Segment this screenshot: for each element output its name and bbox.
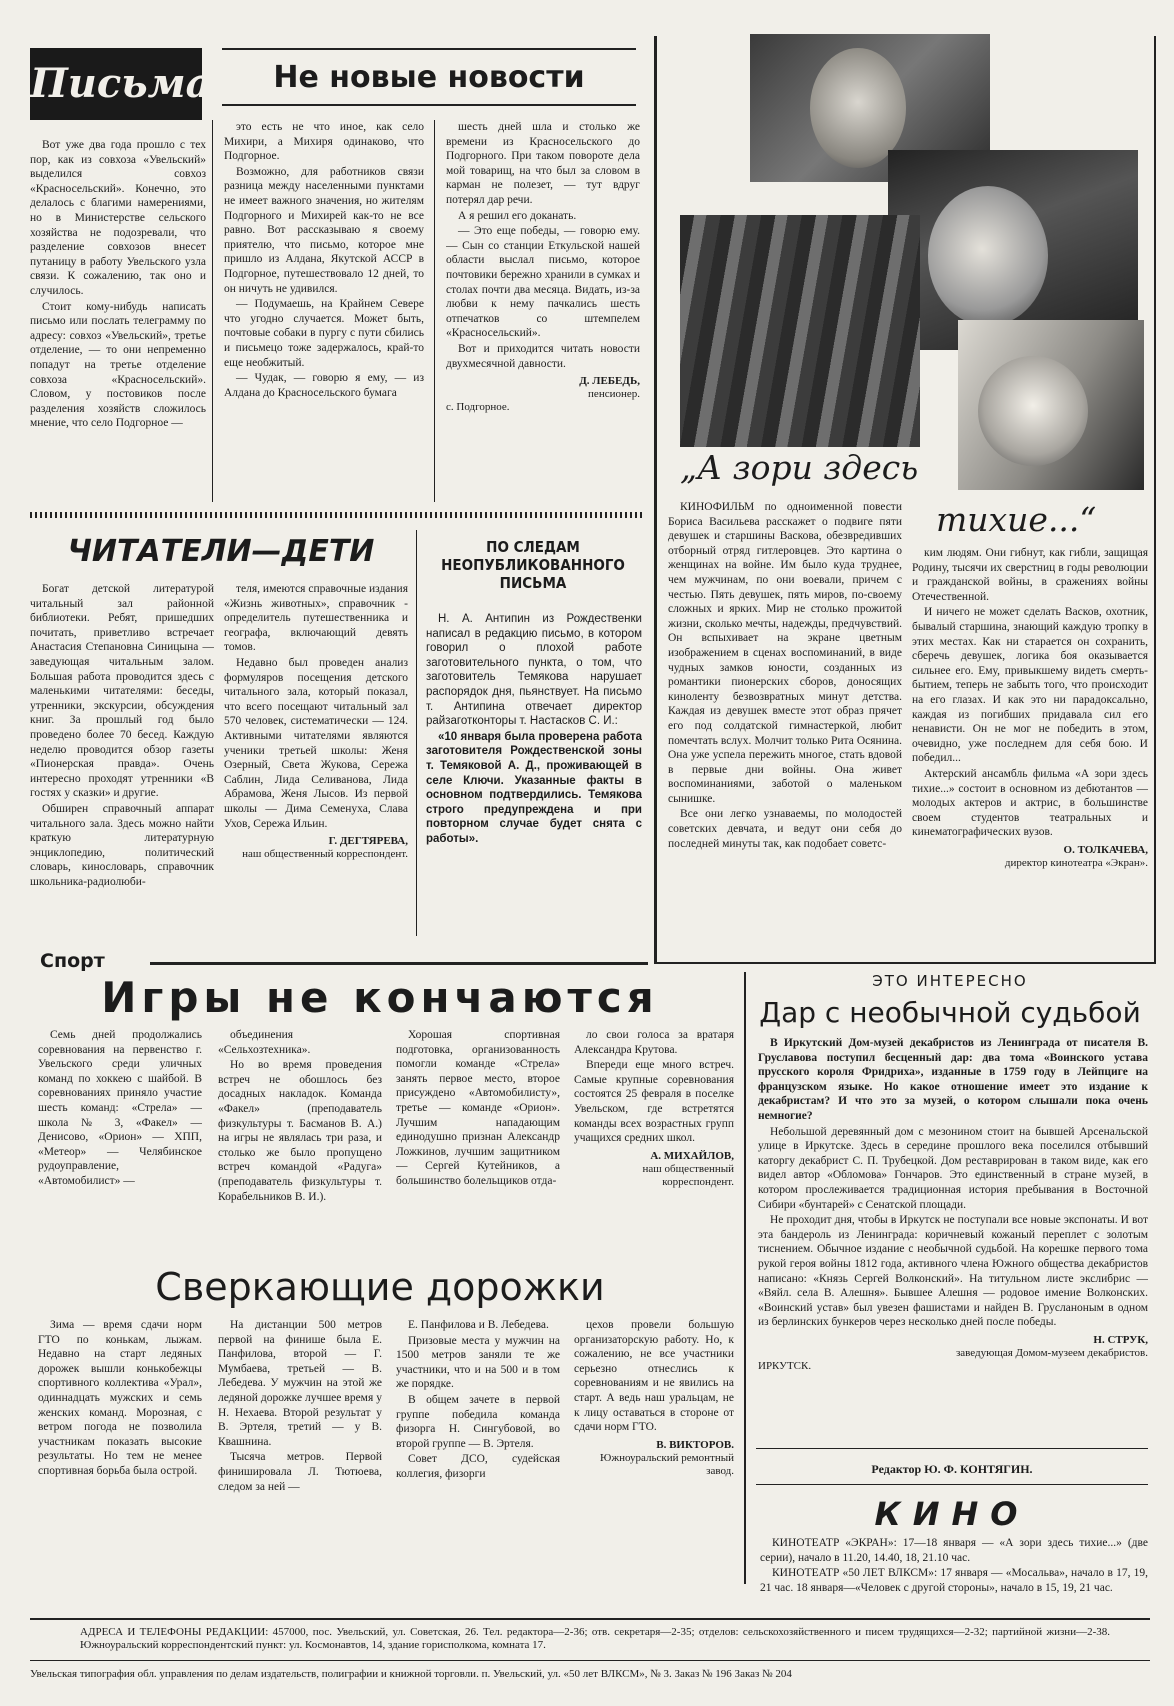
unpublished-quote: «10 января была проверена работа заготовителя Рождественской зоны т. Темяковой А. Д., проживающей в селе Ключи. Указанные факты в основном подтвердились. Темякова строго предупреждена и при повторном случае будет снята с работы». bbox=[426, 730, 642, 845]
readers-col2-p1: теля, имеются справочные издания «Жизнь животных», справочник - определитель путешественника и географа, включающий девять томов. bbox=[224, 583, 408, 654]
film-photo-woman-3 bbox=[958, 320, 1144, 490]
interest-rubric: ЭТО ИНТЕРЕСНО bbox=[872, 972, 1028, 990]
interest-p3: Не проходит дня, чтобы в Иркутск не поступали все новые экспонаты. И вот эта бандероль из Ленинграда: коричневый кожаный переплет с золотым тиснением. Обычное издание с необычной судьбой. На корешке первого тома рукой героя войны 1812 года, активного члена Южного общества декабристов написано: «Князь Сергей Волконский». На титульном листе экслибрис — «Вяйл. села В. Алешня». Бывшее Алешня — родовое имение Волконских. «Воинский устав» был увезен фашистами и найден В. Грусланоным в одном из берлинских бункеров через несколько дней после победы. bbox=[758, 1214, 1148, 1329]
readers-signature-role: наш общественный корреспондент. bbox=[242, 848, 408, 861]
film-col1-p1: КИНОФИЛЬМ по одноименной повести Бориса Васильева расскажет о подвиге пяти девушек и старшины Васкова, обезвредивших отборный отряд гитлеровцев. Это картина о женщинах на войне. Им было куда труднее, чем мужчинам, по они воевали, причем с честью. Пять девушек, пять миров, по-своему сложных и ярких. Мир не столько прожитой жизни, сколько мечты, надежды, предчувствий. Он вспыхивает на экране цветным изображением в сценах воспоминаний, в виде чудных замков юности, созданных из романтики пионерских сборов, доносящих киноленту безвозвратных минут детства. Каждая из девушек вместе этот образ прячет его под солдатской гимнастеркой, любит помечтать вслух. Молчит только Рита Осянина. Она уже успела пережить многое, стать вдовой в первые дни войны. Она живет воспоминаниями, заботой о маленьком сынишке. bbox=[668, 501, 902, 805]
film-right-border bbox=[1154, 36, 1156, 964]
sport-col4-p1: ло свои голоса за вратаря Александра Крутова. bbox=[574, 1029, 734, 1056]
kino-line-1: КИНОТЕАТР «ЭКРАН»: 17—18 января — «А зори здесь тихие...» (две серии), начало в 11.20, 14.40, 18, 21.10 час. bbox=[760, 1537, 1148, 1564]
letters-under-rule bbox=[222, 104, 636, 106]
sport-col2-p1: объединения «Сельхозтехника». bbox=[218, 1029, 311, 1056]
film-col2-p2: И ничего не может сделать Васков, охотник, бывалый старшина, знающий каждую тропку в этих местах. Как ни старается он сохранить, сберечь девушек, логика боя оказывается сильнее его. Ему, привыкшему видеть смерть-бытием, теперь не забыть того, что происходит на его глазах. И как это ни парадоксально, каждая из погибших придавала сил его ненависти. Он не мог не победить в этом, очевидно, уже последнем для себя бою. И победил... bbox=[912, 606, 1148, 765]
sport-signature: А. МИХАЙЛОВ, bbox=[650, 1149, 734, 1162]
section-divider-dotted bbox=[30, 512, 642, 518]
ski-signature-role: Южноуральский ремонтный завод. bbox=[600, 1451, 734, 1477]
readers-signature: Г. ДЕГТЯРЕВА, bbox=[328, 835, 408, 848]
sport-rule-top bbox=[150, 962, 648, 965]
readers-col-2 bbox=[224, 582, 408, 936]
film-bottom-rule bbox=[654, 962, 1156, 964]
readers-divider bbox=[416, 530, 417, 936]
sport-rubric: Спорт bbox=[40, 950, 105, 972]
letters-rubric-box bbox=[30, 48, 212, 120]
footer-address: АДРЕСА И ТЕЛЕФОНЫ РЕДАКЦИИ: 457000, пос. Увельский, ул. Советская, 26. Тел. редактора—2-36; отв. секретаря—2-35; отделов: сельскохозяйственного и писем трудящихся—2-32; партийной жизни—2-38. Южноуральский корреспондентский пункт: ул. Космонавтов, 14, здание горисполкома, комната 17. bbox=[80, 1626, 1110, 1651]
letters-col1-p1: Вот уже два года прошло с тех пор, как из совхоза «Увельский» выделился совхоз «Красносельский». Конечно, это делалось с благими намерениями, но в Министерстве сельского хозяйства не подозревали, что разделение совхозов внесет путаницу в работу Увельского узла связи. К сожалению, так оно и случилось. bbox=[30, 139, 206, 297]
letters-col-divider-1 bbox=[212, 120, 213, 502]
interest-body bbox=[758, 1036, 1148, 1396]
editor-rule-top bbox=[756, 1448, 1148, 1449]
editor-rule-bottom bbox=[756, 1484, 1148, 1485]
letters-col3-p4: Вот и приходится читать новости двухмесячной давности. bbox=[446, 342, 640, 370]
footer-rule-top bbox=[30, 1618, 1150, 1620]
sport-col3-p1: Хорошая спортивная подготовка, организованность помогли команде «Стрела» занять первое место, второе присуждено «Автомобилисту», третье — команде «Орион». Лучшим нападающим единодушно признан Александр Ложкинов, лучшим защитником — Сергей Кутейников, а большинство болельщиков отда- bbox=[396, 1029, 560, 1187]
film-left-border bbox=[654, 36, 657, 964]
interest-place: ИРКУТСК. bbox=[758, 1359, 812, 1372]
sport-col-4 bbox=[574, 1028, 734, 1258]
letters-col-3 bbox=[446, 120, 640, 502]
film-col1-p2: Все они легко узнаваемы, по молодостей советских девчата, и ведут они себя до последней минуты так, как подобает советс- bbox=[668, 808, 902, 850]
ski-col2-p1: На дистанции 500 метров первой на финише была Е. Панфилова, второй — Г. Мумбаева, третьей — В. Лебедева. У мужчин на этой же ледяной дорожке лучшее время у Н. Нехаева. Второй результат у В. Эртеля, третий — у В. Квашнина. bbox=[218, 1319, 382, 1448]
readers-col-1 bbox=[30, 582, 214, 936]
readers-headline: ЧИТАТЕЛИ—ДЕТИ bbox=[67, 534, 375, 569]
readers-col1-p1: Богат детской литературой читальный зал районной библиотеки. Ребят, пришедших почитать, приветливо встречает Анастасия Степановна Синицына — заведующая читальным залом. Большая работа проводится здесь с маленькими читателями: беседы, утренники, экскурсии, обсуждения книг. За прошлый год было проведено более 70 бесед. Каждую неделю проводится обзор газеты «Пионерская правда». Очень интересно проходят утренники «В гостях у сказки» и другие. bbox=[30, 583, 214, 800]
unpublished-body bbox=[426, 612, 642, 938]
sport-right-divider bbox=[744, 972, 746, 1584]
ski-col-4 bbox=[574, 1318, 734, 1578]
letters-signature-role: пенсионер. bbox=[588, 388, 640, 401]
interest-headline: Дар с необычной судьбой bbox=[759, 996, 1141, 1029]
sport-col2-p2: Но во время проведения встреч не обошлось без досадных накладок. Команда «Факел» (преподаватель физкультуры т. Басманов В. А.) на игры не являлась три раза, и столько же было пропущено встреч командой «Радуга» (преподаватель физкультуры т. Корабельников В. И.). bbox=[218, 1059, 382, 1203]
letters-col2-p4: — Чудак, — говорю я ему, — из Алдана до Красносельского бумага bbox=[224, 372, 424, 399]
sport-col-1 bbox=[38, 1028, 202, 1258]
interest-p2: Небольшой деревянный дом с мезонином стоит на бывшей Арсенальской улице в Иркутске. Здесь в середине прошлого века поселился отбывший каторгу декабрист С. П. Трубецкой. Дом реставрирован в таком виде, как его видел автор «Обломова» Гончаров. Это единственный в стране музей, в котором прослеживается традиционная история пребывания в Восточной Сибири «бунтарей» с Сенатской площади. bbox=[758, 1125, 1148, 1211]
letters-col-1 bbox=[30, 138, 206, 502]
ski-headline: Сверкающие дорожки bbox=[155, 1265, 605, 1309]
sport-signature-role: наш общественный корреспондент. bbox=[642, 1162, 734, 1188]
film-col2-p3: Актерский ансамбль фильма «А зори здесь тихие...» состоит в основном из дебютантов — молодых актеров и актрис, в большинстве своем студентов театральных и кинематографических вузов. bbox=[912, 767, 1148, 839]
letters-signature: Д. ЛЕБЕДЬ, bbox=[579, 375, 640, 388]
footer-rule-bottom bbox=[30, 1660, 1150, 1661]
letters-place: с. Подгорное. bbox=[446, 401, 510, 414]
kino-line-2: КИНОТЕАТР «50 ЛЕТ ВЛКСМ»: 17 января — «Мосальва», начало в 17, 19, 21 час. 18 января—«Человек с другой стороны», начало в 15, 19, 21 час. bbox=[760, 1567, 1148, 1594]
ski-signature: В. ВИКТОРОВ. bbox=[656, 1438, 734, 1451]
unpublished-text: Н. А. Антипин из Рождественки написал в редакцию письмо, в котором говорил о плохой работе заготовительного пункта, о том, что заготовитель Темякова нарушает распорядок дня, пьянствует. На письмо т. Антипина отвечает директор райзаготконторы т. Настасков С. И.: bbox=[426, 613, 642, 728]
ski-col3-p1: Е. Панфилова и В. Лебедева. bbox=[408, 1319, 549, 1331]
letters-col-2 bbox=[224, 120, 424, 502]
film-signature: О. ТОЛКАЧЕВА, bbox=[1063, 843, 1148, 856]
letters-headline: Не новые новости bbox=[273, 60, 585, 95]
kino-body bbox=[760, 1536, 1148, 1610]
film-signature-role: директор кинотеатра «Экран». bbox=[1004, 856, 1148, 869]
editor-line: Редактор Ю. Ф. КОНТЯГИН. bbox=[871, 1462, 1033, 1476]
interest-signature: Н. СТРУК, bbox=[1093, 1333, 1148, 1346]
sport-col4-p2: Впереди еще много встреч. Самые крупные соревнования состоятся 25 февраля в поселке Увельском, где встретятся команды всех возрастных групп учащихся средних школ. bbox=[574, 1059, 734, 1145]
interest-signature-role: заведующая Домом-музеем декабристов. bbox=[955, 1346, 1148, 1359]
letters-col1-p2: Стоит кому-нибудь написать письмо или послать телеграмму по адресу: совхоз «Увельский», третье отделение, — то они непременно попадут на третье отделение совхоза «Красносельский». Словом, у постовиков после разделения хозяйств сложилось мнение, что село Подгорное — bbox=[30, 300, 206, 430]
letters-top-rule bbox=[222, 48, 636, 50]
sport-col-2 bbox=[218, 1028, 382, 1258]
letters-col3-p3: — Это еще победы, — говорю ему. — Сын со станции Еткульской нашей области выслал письмо, которое почтовики бережно хранили в сумках и столах почти два месяца. Видать, из-за любви к нему пачкались шесть отпечатков со штемпелем «Красносельский». bbox=[446, 225, 640, 340]
letters-col-divider-2 bbox=[434, 120, 435, 502]
letters-col2-p2: Возможно, для работников связи разница между населенными пунктами не имеет важного значения, но жителям Подгорного и Михирей как-то не все равно. Вот рассказываю я своему приятелю, что письмо, которое мне пришло из Алдана, Якутской АССР в Подгорное, путешествовало 12 дней, то он ничуть не удивился. bbox=[224, 165, 424, 295]
film-col-1 bbox=[668, 500, 902, 950]
footer-printer: Увельская типография обл. управления по делам издательств, полиграфии и книжной торговли. п. Увельский, ул. «50 лет ВЛКСМ», № 3. Заказ № 196 Заказ № 204 bbox=[30, 1668, 792, 1680]
ski-col2-p2: Тысяча метров. Первой финишировала Л. Тютюева, следом за ней — bbox=[218, 1451, 382, 1493]
ski-col-1 bbox=[38, 1318, 202, 1578]
film-title-b: тихие...“ bbox=[936, 500, 1097, 539]
kino-title: КИНО bbox=[874, 1495, 1030, 1533]
film-photo-soldiers bbox=[680, 215, 920, 447]
ski-col3-p3: В общем зачете в первой группе победила команда физорга Н. Сингубовой, во второй группе — В. Эртеля. bbox=[396, 1393, 560, 1450]
film-col2-p1: ким людям. Они гибнут, как гибли, защищая Родину, тысячи их сверстниц в годы революции и гражданской войны, в сражениях войны Отечественной. bbox=[912, 547, 1148, 603]
ski-col-2 bbox=[218, 1318, 382, 1578]
ski-col1-p1: Зима — время сдачи норм ГТО по конькам, лыжам. Недавно на старт ледяных дорожек вышли конькобежцы спортивного коллектива «Урал», одиннадцать мужских и семь женских команд. Морозная, с ветром погода не позволила участникам показать высокие результаты. Но тем не менее спортивная борьба была острой. bbox=[38, 1319, 202, 1477]
letters-col3-p1: шесть дней шла и столько же времени из Красносельского до Подгорного. При таком повороте дела мой товарищ, на что был за словом в карман не полезет, — тут вдруг потерял дар речи. bbox=[446, 121, 640, 206]
film-title-a: „А зори здесь bbox=[680, 448, 919, 487]
letters-col3-p2: А я решил его доканать. bbox=[458, 209, 577, 222]
readers-col1-p2: Обширен справочный аппарат читального зала. Здесь можно найти краткую литературную энциклопедию, политический словарь, кинословарь, справочник школьника-радиолюби- bbox=[30, 802, 214, 888]
sport-col-3 bbox=[396, 1028, 560, 1258]
letters-rubric: Письма bbox=[30, 60, 212, 107]
sport-headline: Игры не кончаются bbox=[101, 973, 659, 1022]
ski-col3-p2: Призовые места у мужчин на 1500 метров заняли те же участники, что и на 500 и в том же порядке. bbox=[396, 1334, 560, 1391]
film-col-2 bbox=[912, 546, 1148, 950]
sport-col1-p1: Семь дней продолжались соревнования на первенство г. Увельского среди уличных команд по хоккею с шайбой. В соревнованиях приняло участие шесть команд: «Стрела» — школа № 3, «Факел» — Денисово, «Орион» — ХПП, «Метеор» — Челябинское рудоуправление, «Автомобилист» — bbox=[38, 1029, 202, 1187]
ski-col-3 bbox=[396, 1318, 560, 1578]
letters-col2-p3: — Подумаешь, на Крайнем Севере что угодно случается. Может быть, почтовые собаки в пургу с пути сбились и письмецо тоже задержалось, край-то еще необжитый. bbox=[224, 298, 424, 369]
interest-intro: В Иркутский Дом-музей декабристов из Ленинграда от писателя В. Груславова поступил бесценный дар: два тома «Воинского устава прусского короля Фридриха», изданные в 1759 году в Лейпциге на французском языке. Но какое отношение имеет это издание к декабристам? И что это за музей, о котором слышали пока очень немногие? bbox=[758, 1037, 1148, 1122]
readers-col2-p2: Недавно был проведен анализ формуляров посещения детского читального зала, который показал, что всего посещают читальный зал 570 человек, систематически — 124. Активными читателями являются ученики третьей школы: Женя Озерный, Света Жукова, Сережа Саблин, Лида Селиванова, Лида Абрамова, Женя Лысов. Из первой школы — Дима Семенуха, Слава Ухов, Сережа Ильин. bbox=[224, 656, 408, 830]
ski-col3-p4: Совет ДСО, судейская коллегия, физорги bbox=[396, 1453, 560, 1480]
letters-col2-p1: это есть не что иное, как село Михири, а Михиря одинаково, что Подгорное. bbox=[224, 121, 424, 163]
ski-col4-p1: цехов провели большую организаторскую работу. Но, к сожалению, не все участники серьезно отнеслись к соревнованиям и не явились на старт. А ведь наш уральцам, не к лицу оставаться в стороне от сдачи норм ГТО. bbox=[574, 1319, 734, 1434]
unpublished-headline: ПО СЛЕДАМ НЕОПУБЛИКОВАННОГО ПИСЬМА bbox=[441, 538, 625, 592]
